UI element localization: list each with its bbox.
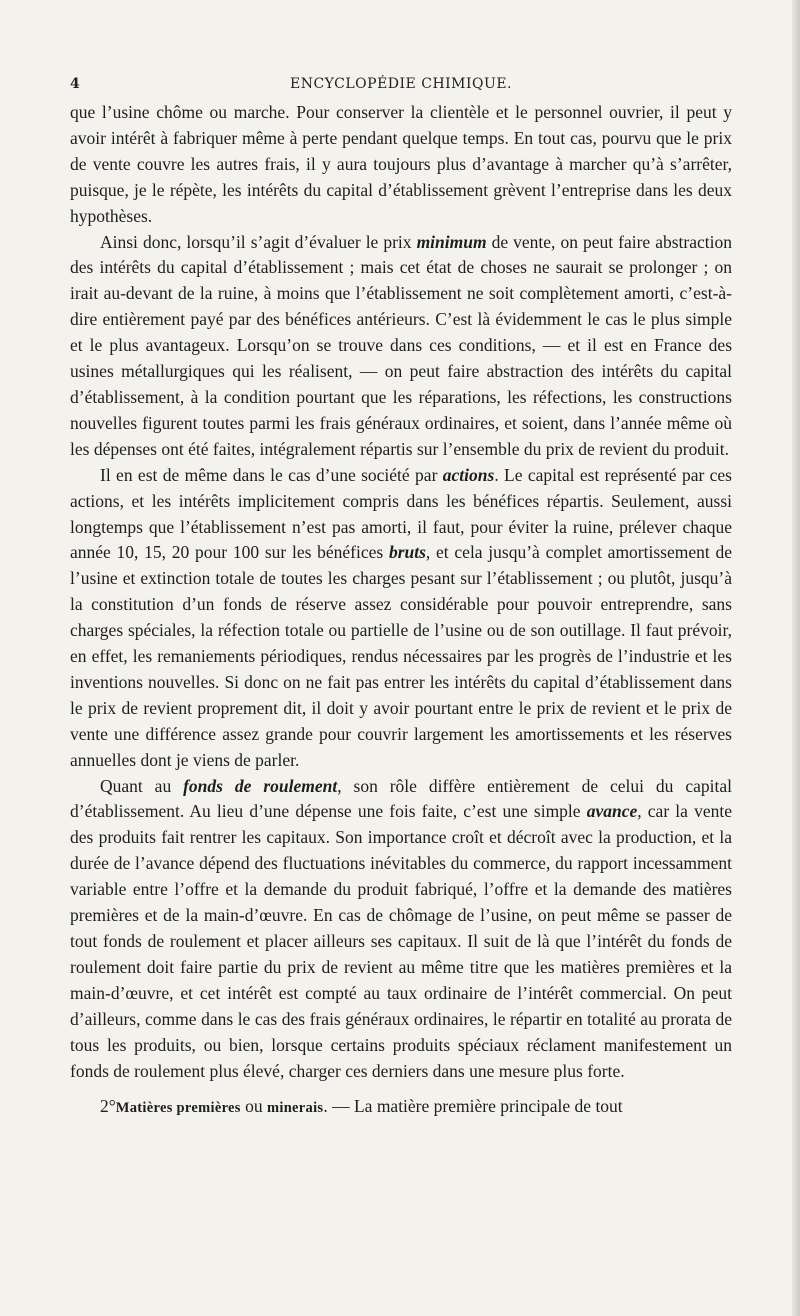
text-run: Quant au: [100, 775, 184, 796]
section-heading-paragraph: [70, 1094, 732, 1122]
paragraph-2: [70, 230, 732, 463]
page-header: [70, 76, 732, 98]
paragraph-1: que l’usine chôme ou marche. Pour conserver la clientèle et le personnel ouvrier, il peut y avoir intérêt à fabriquer même à perte pendant quelque temps. En tout cas, pourvu que le prix de vente couvre les autres frais, il y aura toujours plus d’avantage à marcher qu’à s’arrêter, puisque, je le répète, les intérêts du capital d’établissement grèvent l’entreprise dans les deux hypothèses.: [70, 102, 732, 226]
text-run: Ainsi donc, lorsqu’il s’agit d’évaluer le prix: [100, 231, 417, 252]
text-run: , car la vente des produits fait rentrer les capitaux. Son importance croît et décroît avec la production, et la durée de l’avance dépend des fluctuations inévitables du commerce, du rapport incessamment variable entre l’offre et la demande du produit fabriqué, l’offre et la demande des matières premières et de la main-d’œuvre. En cas de chômage de l’usine, on peut même se passer de tout fonds de roulement et placer ailleurs ses capitaux. Il suit de là que l’intérêt du fonds de roulement doit faire partie du prix de revient au même titre que les matières premières et la main-d’œuvre, et cet intérêt est compté au taux ordinaire de l’intérêt commercial. On peut d’ailleurs, comme dans le cas des frais généraux ordinaires, le répartir en totalité au prorata de tous les produits, ou bien, lorsque certains produits spéciaux réclament manifestement un fonds de roulement plus élevé, charger ces derniers dans une mesure plus forte.: [70, 801, 732, 1081]
running-title: ENCYCLOPÉDIE CHIMIQUE.: [290, 76, 512, 92]
paragraph-3: [70, 463, 732, 774]
emphasis-actions: actions: [442, 464, 495, 485]
page-edge: [792, 0, 800, 1316]
text-run: Il en est de même dans le cas d’une société par: [100, 464, 443, 485]
text-run: ou: [240, 1096, 267, 1117]
body-text: [70, 100, 732, 1122]
emphasis-fonds-de-roulement: fonds de roulement: [183, 775, 338, 796]
emphasis-minimum: minimum: [416, 231, 487, 252]
text-run: . Le capital est représenté par ces actions, et les intérêts implicitement compris dans les bénéfices répartis. Seulement, aussi longtemps que l’établissement n’est pas amorti, il faut, pour éviter la ruine, prélever chaque année 10, 15, 20 pour 100 sur les bénéfices: [70, 464, 732, 563]
text-run: , son rôle diffère entièrement de celui du capital d’établissement. Au lieu d’une dépense une fois faite, c’est une simple: [70, 775, 732, 822]
section-number: 2°: [100, 1096, 116, 1117]
paragraph-4: [70, 774, 732, 1085]
section-heading-2: minerais: [266, 1100, 324, 1117]
emphasis-bruts: bruts: [388, 542, 426, 563]
section-heading: Matières premières: [115, 1100, 241, 1117]
text-run: . — La matière première principale de tout: [323, 1096, 623, 1117]
page-number: 4: [70, 76, 81, 92]
text-run: de vente, on peut faire abstraction des intérêts du capital d’établissement ; mais cet état de choses ne saurait se prolonger ; on irait au-devant de la ruine, à moins que l’établissement ne soit complètement amorti, c’est-à-dire entièrement payé par des bénéfices antérieurs. C’est là évidemment le cas le plus simple et le plus avantageux. Lorsqu’on se trouve dans ces conditions, — et il est en France des usines métallurgiques qui les réalisent, — on peut faire abstraction des intérêts du capital d’établissement, à la condition pourtant que les réparations, les réfections, les constructions nouvelles figurent toutes parmi les frais généraux ordinaires, et soient, dans l’année même où les dépenses ont été faites, intégralement répartis sur l’ensemble du prix de revient du produit.: [70, 231, 732, 459]
emphasis-avance: avance: [586, 801, 638, 822]
text-run: , et cela jusqu’à complet amortissement de l’usine et extinction totale de toutes les charges pesant sur l’établissement ; ou plutôt, jusqu’à la constitution d’un fonds de réserve assez considérable pour pouvoir entreprendre, sans charges spéciales, la réfection totale ou partielle de l’usine ou de son outillage. Il faut prévoir, en effet, les remaniements périodiques, rendus nécessaires par les progrès de l’industrie et les inventions nouvelles. Si donc on ne fait pas entrer les intérêts du capital d’établissement dans le prix de revient proprement dit, il doit y avoir pourtant entre le prix de revient et le prix de vente une différence assez grande pour couvrir largement les amortissements et les réserves annuelles dont je viens de parler.: [70, 542, 733, 770]
